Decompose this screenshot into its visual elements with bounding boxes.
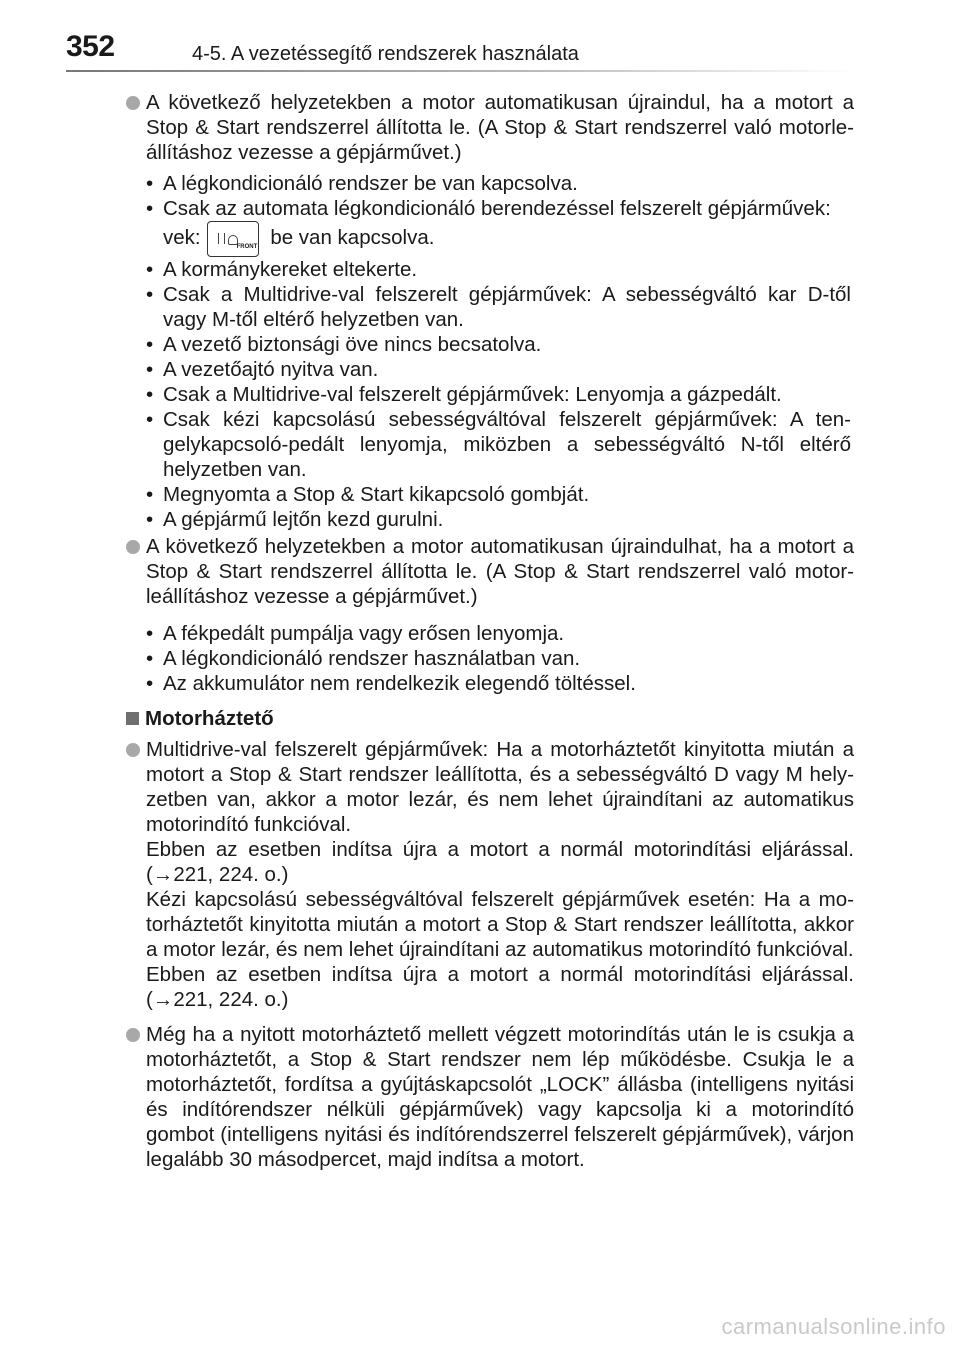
header-rule [66,70,854,72]
list-item: • Az akkumulátor nem rendelkezik elegendő töltéssel. [0,671,851,696]
list-item: • Csak kézi kapcsolású sebességváltóval felszerelt gépjárművek: A tengelykapcsoló-pedált lenyomja, miközben a sebességváltó N-től eltérő helyzetben van. [0,407,851,482]
square-bullet-icon [126,712,139,725]
list-item: • Csak a Multidrive-val felszerelt gépjárművek: A sebességváltó kar D-től vagy M-től eltérő helyzetben van. [0,282,851,332]
list-item-text: be van kapcsolva. [270,226,435,250]
page-content [0,90,960,1172]
bullet-paragraph-auto-restart [0,90,854,165]
bullet-paragraph-hood-closed [0,1022,854,1172]
paragraph-text: A következő helyzetekben a motor automatikusan újraindulhat, ha a motort a Stop & Start rendszerrel állította le. (A Stop & Start rendszerrel való motorleállításhoz vezesse a gépjárművet.) [146,535,854,608]
bullet-paragraph-hood [0,737,854,1012]
list-item: • A kormánykereket eltekerte. [0,257,851,282]
list-item: • A légkondicionáló rendszer be van kapcsolva. [0,171,851,196]
round-bullet-icon [126,1028,140,1042]
paragraph-text: A következő helyzetekben a motor automatikusan újraindul, ha a motort a Stop & Start rendszerrel állította le. (A Stop & Start rendszerrel való motorleállításhoz vezesse a gépjárművet.) [146,91,854,164]
paragraph-text: Multidrive-val felszerelt gépjárművek: Ha a motorháztetőt kinyitotta miután a motort a Stop & Start rendszer leállította, és a sebességváltó D vagy M helyzetben van, akkor a motor lezár, és nem lehet újraindítani az automatikus motorindító funkcióval. [146,738,854,836]
front-label: FRONT [236,244,258,250]
section-heading-text: Motorháztető [145,707,274,730]
round-bullet-icon [126,743,140,757]
list-item: • Megnyomta a Stop & Start kikapcsoló gombját. [0,482,851,507]
bullet-paragraph-possible-restart [0,534,854,609]
list-item-text: Csak az automata légkondicionáló berendezéssel felszerelt gépjárművek: [163,197,831,220]
paragraph-text: Még ha a nyitott motorháztető mellett végzett motorindítás után le is csukja a motorháztetőt, a Stop & Start rendszer nem lép működésbe. Csukja le a motorháztetőt, fordítsa a gyújtáskapcsolót „LOCK” állásba (intelligens nyitási és indítórendszer nélküli gépjárművek) vagy kapcsolja ki a motorindító gombot (intelligens nyitási és indítórendszerrel felszerelt gépjárművek), várjon legalább 30 másodpercet, majd indítsa a motort. [146,1023,854,1171]
list-item: • Csak a Multidrive-val felszerelt gépjárművek: Lenyomja a gázpedált. [0,382,851,407]
running-header: 4-5. A vezetéssegítő rendszerek használata [192,43,579,65]
list-item: • A vezetőajtó nyitva van. [0,357,851,382]
restart-conditions-list [0,171,960,532]
front-defroster-button-icon [207,221,259,257]
paragraph-text: Ebben az esetben indítsa újra a motort a normál motorindítási eljárással. (→221, 224. o.) [146,838,854,886]
list-item: • A vezető biztonsági öve nincs becsatolva. [0,332,851,357]
section-heading [0,706,960,731]
list-item-icon-line: vek: FRONT be van kapcsolva. [163,226,434,249]
round-bullet-icon [126,540,140,554]
list-item [0,196,851,257]
paragraph-text: Kézi kapcsolású sebességváltóval felszerelt gépjárművek esetén: Ha a motorháztetőt kinyitotta miután a motort a Stop & Start rendszer leállította, akkor a motor lezár, és nem lehet újraindítani az automatikus motorindító funkcióval. [146,888,854,961]
round-bullet-icon [126,96,140,110]
list-item: • A légkondicionáló rendszer használatban van. [0,646,851,671]
list-item: • A fékpedált pumpálja vagy erősen lenyomja. [0,621,851,646]
list-item: • A gépjármű lejtőn kezd gurulni. [0,507,851,532]
page-number: 352 [66,30,115,63]
watermark: carmanualsonline.info [721,1314,946,1339]
paragraph-text: Ebben az esetben indítsa újra a motort a normál motorindítási eljárással. (→221, 224. o.) [146,963,854,1011]
possible-restart-list [0,621,960,696]
button-lines [218,233,225,244]
